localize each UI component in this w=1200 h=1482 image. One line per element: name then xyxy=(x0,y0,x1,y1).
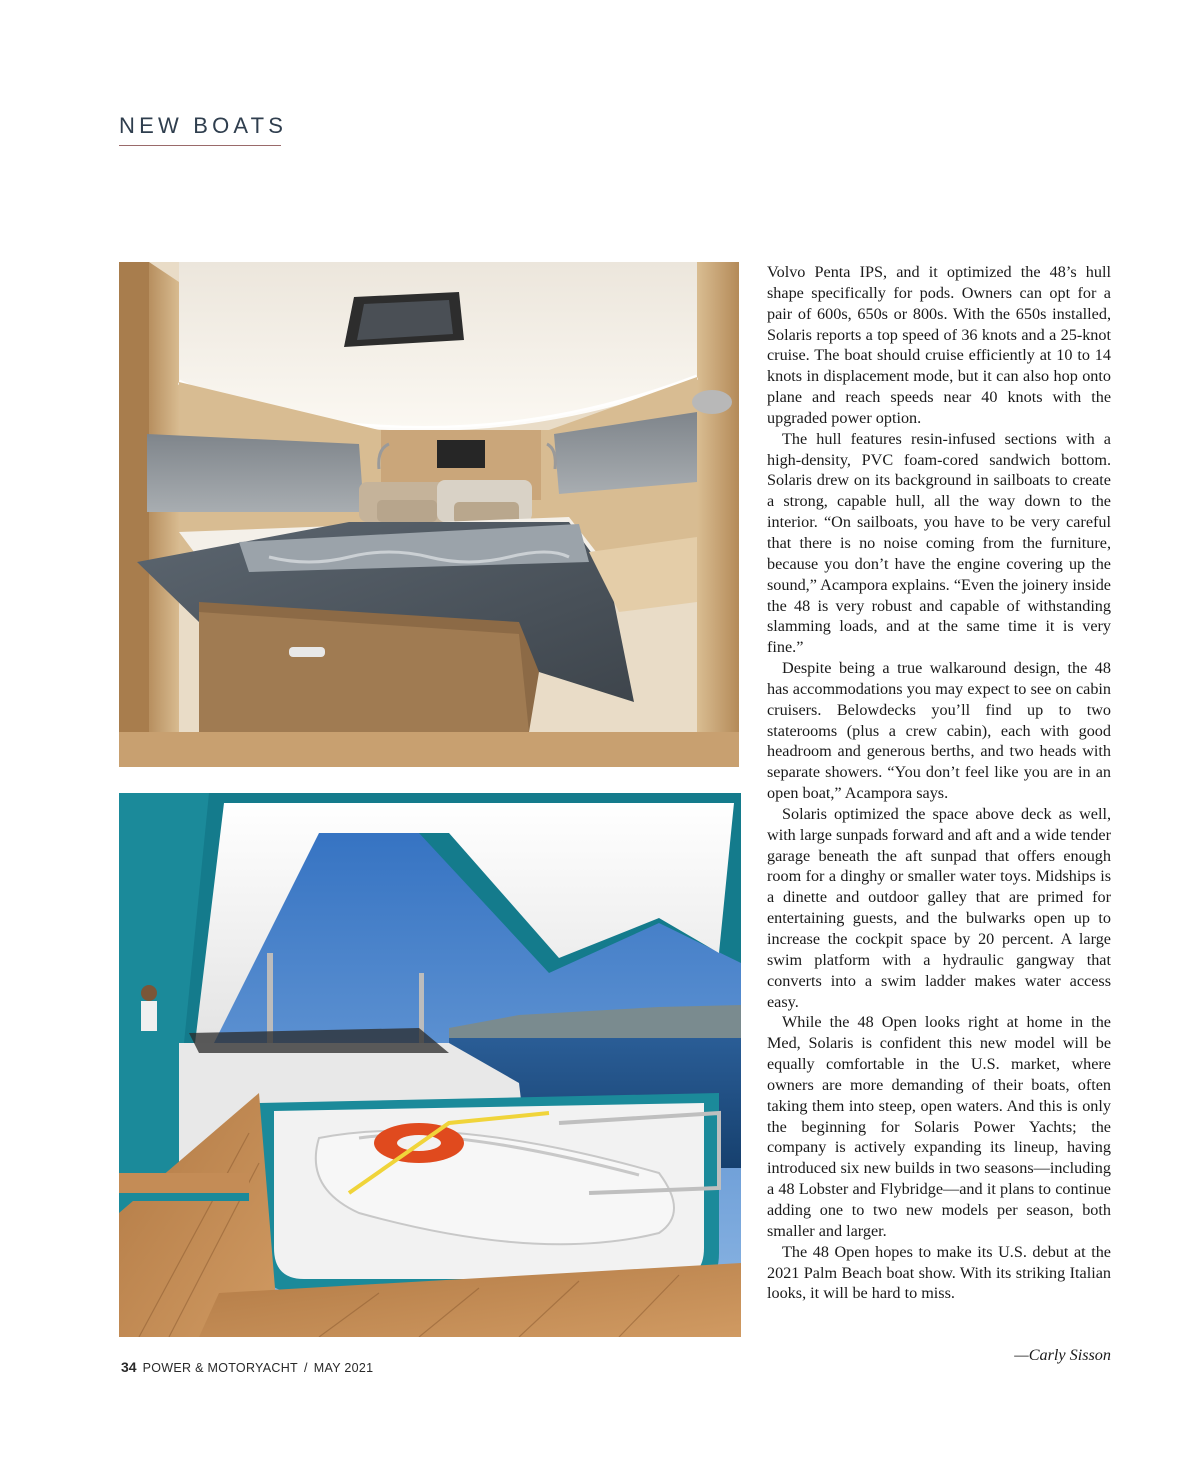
footer-separator: / xyxy=(304,1361,308,1375)
section-label: NEW BOATS xyxy=(119,113,288,138)
article-paragraph: Despite being a true walkaround design, the 48 has accommodations you may expect to see on cabin cruisers. Belowdecks you’ll find up to two staterooms (plus a crew cabin), each with good headroom and generous berths, and two heads with separate showers. “You don’t feel like you are in an open boat,” Acampora says. xyxy=(767,659,1111,803)
article-paragraph: Solaris optimized the space above deck as well, with large sunpads forward and aft and a wide tender garage beneath the aft sunpad that offers enough room for a dinghy or smaller water toys. Midships is a dinette and outdoor galley that are primed for entertaining guests, and the bulwarks open up to increase the cockpit space by 20 percent. A large swim platform with a hydraulic gangway that converts into a swim ladder makes water access easy. xyxy=(767,804,1111,1011)
folio xyxy=(121,1359,373,1375)
article-paragraph: Volvo Penta IPS, and it optimized the 48’s hull shape specifically for pods. Owners can opt for a pair of 600s, 650s or 800s. With the 650s installed, Solaris reports a top speed of 36 knots and a 25-knot cruise. The boat should cruise efficiently at 10 to 14 knots in displacement mode, but it can also hop onto plane and reach speeds near 40 knots with the upgraded power option. xyxy=(767,263,1111,427)
article-paragraph: While the 48 Open looks right at home in the Med, Solaris is confident this new model will be equally comfortable in the U.S. market, where owners are more demanding of their boats, often taking them into steep, open waters. And this is only the beginning for Solaris Power Yachts; the company is actively expanding its lineup, having introduced six new builds in two seasons—including a 48 Lobster and Flybridge—and it plans to continue adding one to two new models per season, both smaller and larger. xyxy=(767,1013,1111,1240)
publication-name: POWER & MOTORYACHT xyxy=(142,1361,298,1375)
article-paragraph: The 48 Open hopes to make its U.S. debut at the 2021 Palm Beach boat show. With its striking Italian looks, it will be hard to miss. xyxy=(767,1242,1111,1303)
stateroom-photo xyxy=(119,262,739,767)
article-paragraph: The hull features resin-infused sections with a high-density, PVC foam-cored sandwich bottom. Solaris drew on its background in sailboats to create a strong, capable hull, all the way down to the interior. “On sailboats, you have to be very careful that there is no noise coming from the furniture, because you don’t have the engine covering up the sound,” Acampora explains. “Even the joinery inside the 48 is very robust and capable of withstanding slamming loads, and at the same time it is very fine.” xyxy=(767,429,1111,657)
issue-date: MAY 2021 xyxy=(313,1361,374,1375)
article-byline: —Carly Sisson xyxy=(1014,1346,1111,1364)
section-rule xyxy=(119,145,281,146)
article-body xyxy=(767,262,1111,1304)
tender-garage-photo xyxy=(119,793,741,1337)
page-number: 34 xyxy=(121,1359,137,1375)
